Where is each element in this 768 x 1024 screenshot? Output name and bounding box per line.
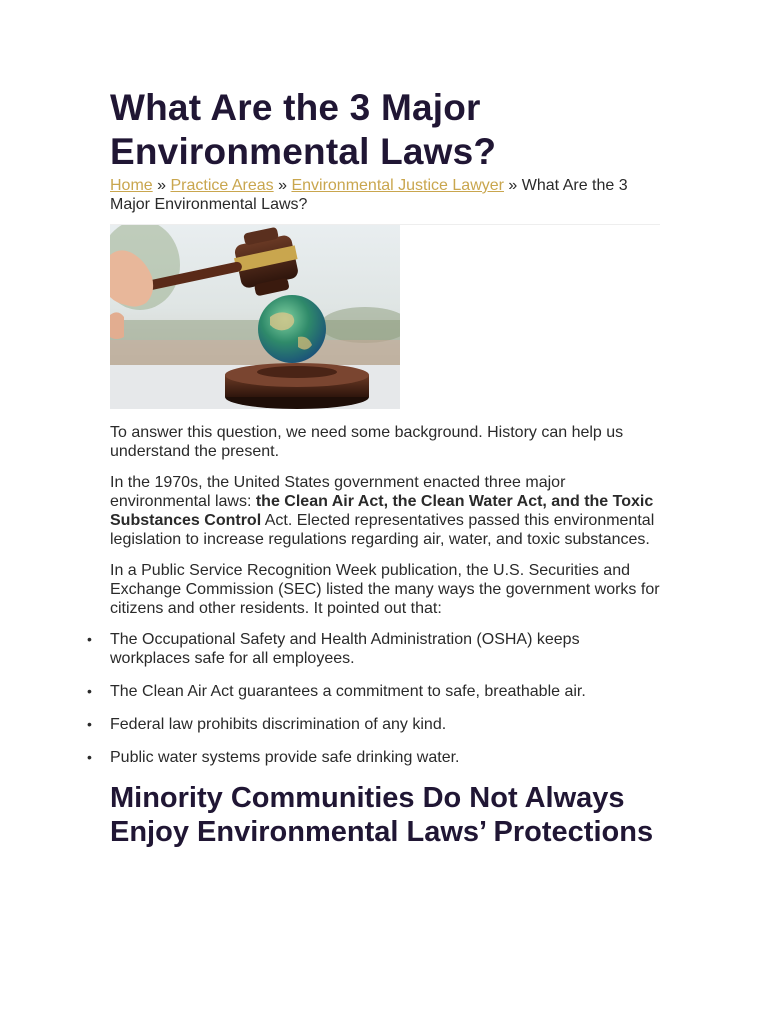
breadcrumb-separator: » <box>152 177 171 194</box>
breadcrumb <box>110 176 660 225</box>
list-item-text: Federal law prohibits discrimination of any kind. <box>110 716 447 733</box>
breadcrumb-practice-areas-link[interactable]: Practice Areas <box>170 177 274 194</box>
list-item <box>87 715 660 734</box>
article <box>87 86 660 849</box>
sec-paragraph: In a Public Service Recognition Week publication, the U.S. Securities and Exchange Commission (SEC) listed the many ways the government works for citizens and other residents. It pointed out that: <box>110 562 660 617</box>
breadcrumb-home-link[interactable]: Home <box>110 177 153 194</box>
bullet-icon: • <box>87 716 92 732</box>
list-item <box>87 630 660 668</box>
laws-paragraph-start: In the 1970s, the United States government enacted three major environmental laws: <box>110 474 566 510</box>
bullet-list <box>87 630 660 767</box>
breadcrumb-separator: » <box>273 177 292 194</box>
section-heading: Minority Communities Do Not Always Enjoy Environmental Laws’ Protections <box>110 782 654 848</box>
laws-paragraph-end: Act. Elected representatives passed this environmental legislation to increase regulations regarding air, water, and toxic substances. <box>110 512 655 548</box>
breadcrumb-lawyer-link[interactable]: Environmental Justice Lawyer <box>291 177 504 194</box>
list-item-text: The Occupational Safety and Health Administration (OSHA) keeps workplaces safe for all employees. <box>110 631 580 667</box>
bullet-icon: • <box>87 631 92 647</box>
list-item <box>87 748 660 767</box>
breadcrumb-current: What Are the 3 Major Environmental Laws? <box>110 177 628 213</box>
list-item-text: The Clean Air Act guarantees a commitment to safe, breathable air. <box>110 683 586 700</box>
bullet-icon: • <box>87 749 92 765</box>
list-item-text: Public water systems provide safe drinking water. <box>110 749 460 766</box>
bullet-icon: • <box>87 683 92 699</box>
laws-paragraph <box>110 473 660 549</box>
laws-paragraph-bold: the Clean Air Act, the Clean Water Act, and the Toxic Substances Control <box>110 493 654 529</box>
intro-paragraph: To answer this question, we need some background. History can help us understand the present. <box>110 424 624 460</box>
gavel-globe-image <box>110 225 400 409</box>
page-title: What Are the 3 Major Environmental Laws? <box>110 87 497 172</box>
list-item <box>87 682 660 701</box>
breadcrumb-separator: » <box>503 177 522 194</box>
